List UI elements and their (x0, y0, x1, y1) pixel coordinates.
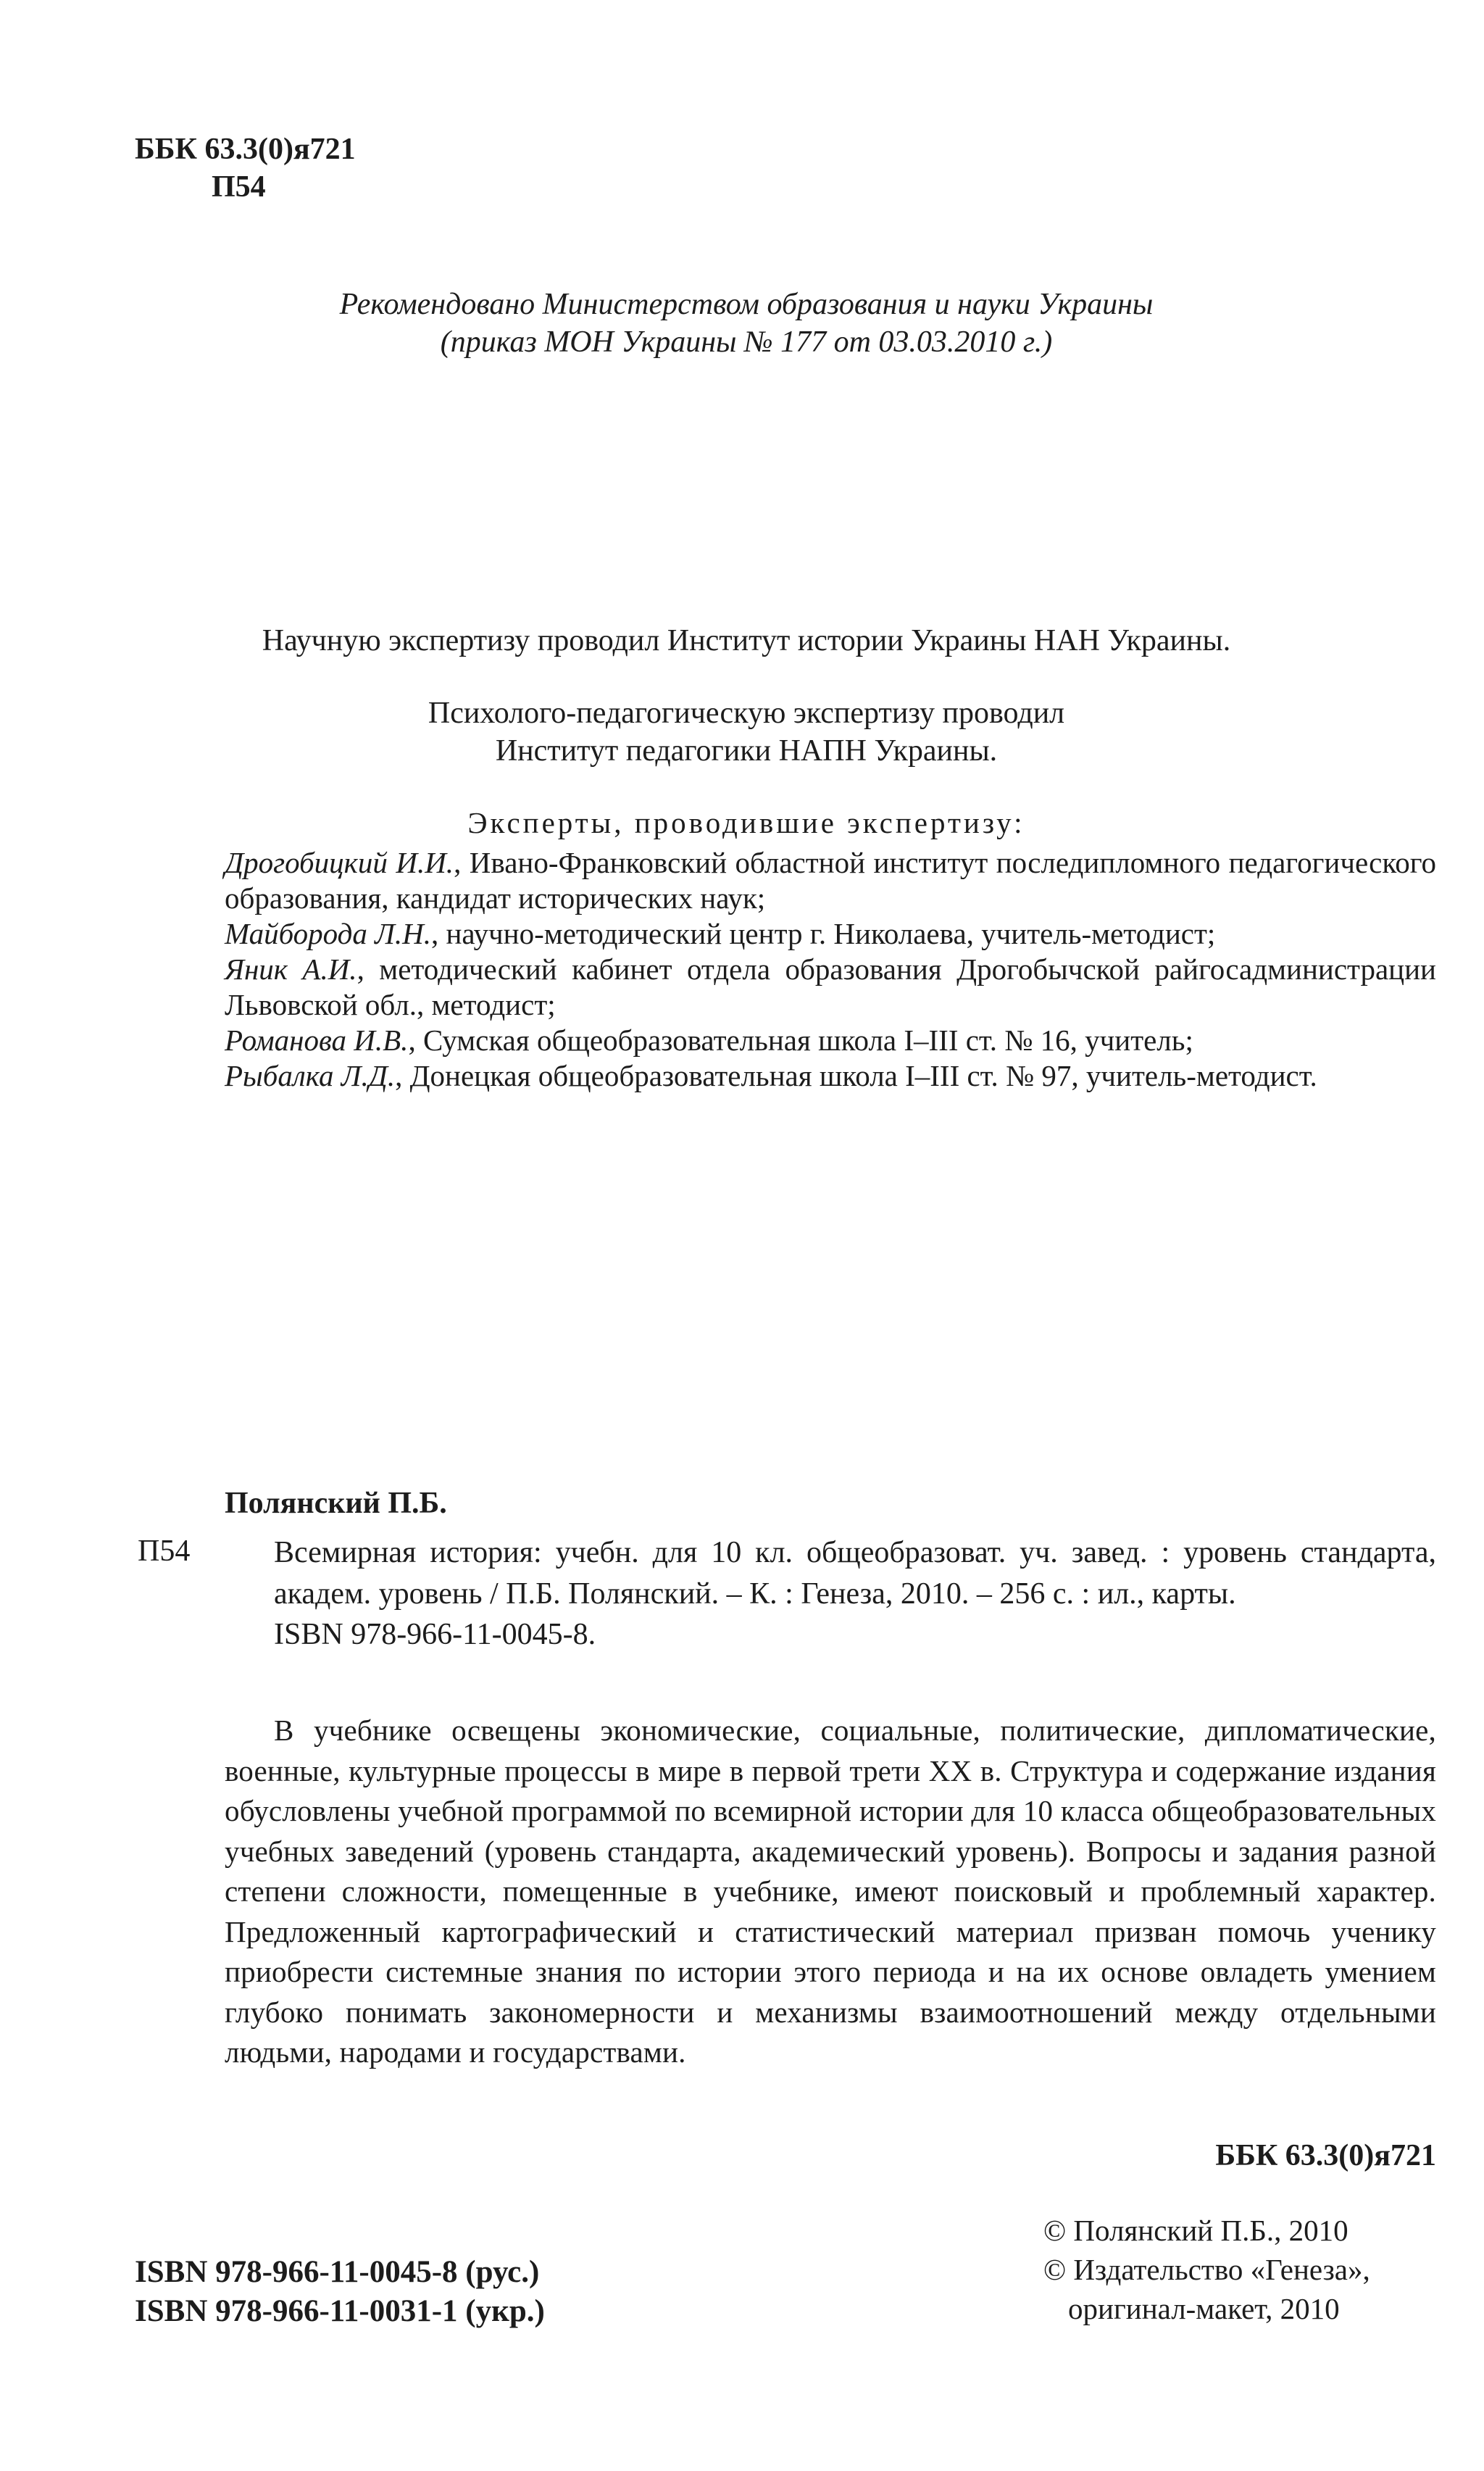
expert-entry (225, 845, 1436, 916)
expert-name: Романова И.В. (225, 1023, 409, 1057)
isbn-russian: ISBN 978-966-11-0045-8 (рус.) (135, 2255, 540, 2289)
expert-entry (225, 952, 1436, 1023)
expert-name: Майборода Л.Н. (225, 917, 431, 950)
isbn-ukrainian: ISBN 978-966-11-0031-1 (укр.) (135, 2294, 545, 2328)
scientific-expertise: Научную экспертизу проводил Институт истории Украины НАН Украины. (262, 624, 1231, 657)
catalog-author: Полянский П.Б. (225, 1487, 447, 1520)
bbk-code-bottom: ББК 63.3(0)я721 (1215, 2139, 1436, 2172)
expert-affiliation: , методический кабинет отдела образования Дрогобычской райгосадминистрации Львовской обл., методист; (225, 952, 1436, 1021)
expert-entry (225, 916, 1436, 952)
experts-list (225, 845, 1436, 1094)
expert-entry (225, 1058, 1436, 1094)
copyright-publisher: © Издательство «Генеза», (1043, 2253, 1370, 2286)
psych-expertise-line: Психолого-педагогическую экспертизу проводил (428, 697, 1065, 730)
psychological-expertise (130, 694, 1362, 770)
recommendation-order: (приказ МОН Украины № 177 от 03.03.2010 г.) (440, 325, 1053, 359)
isbn-block (135, 2253, 545, 2331)
bbk-code: ББК 63.3(0)я721 (135, 133, 356, 166)
psych-expertise-institute: Институт педагогики НАПН Украины. (495, 734, 998, 768)
expert-affiliation: , Ивано-Франковский областной институт последипломного педагогического образования, кандидат исторических наук; (225, 846, 1436, 915)
ministry-recommendation (145, 286, 1348, 361)
expert-name: Дрогобицкий И.И. (225, 846, 454, 879)
catalog-description: Всемирная история: учебн. для 10 кл. общеобразоват. уч. завед. : уровень стандарта, академ. уровень / П.Б. Полянский. – К. : Генеза, 2010. – 256 с. : ил., карты. (274, 1536, 1436, 1611)
catalog-code: П54 (138, 1534, 191, 1568)
copyright-author: © Полянский П.Б., 2010 (1043, 2214, 1348, 2247)
expert-name: Рыбалка Л.Д. (225, 1059, 396, 1092)
catalog-isbn: ISBN 978-966-11-0045-8. (274, 1618, 596, 1651)
expert-affiliation: , Сумская общеобразовательная школа I–III ст. № 16, учитель; (408, 1023, 1193, 1057)
experts-heading: Эксперты, проводившие экспертизу: (467, 806, 1025, 839)
expert-affiliation: , научно-методический центр г. Николаева, учитель-методист; (430, 917, 1216, 950)
expert-entry (225, 1023, 1436, 1058)
copyright-layout: оригинал-макет, 2010 (1068, 2292, 1340, 2325)
expert-name: Яник А.И. (225, 952, 357, 986)
author-code: П54 (212, 170, 266, 204)
book-abstract: В учебнике освещены экономические, социальные, политические, дипломатические, военные, культурные процессы в мире в первой трети XX в. Структура и содержание издания обусловлены учебной программой по всемирной истории для 10 класса общеобразовательных учебных заведений (уровень стандарта, академический уровень). Вопросы и задания разной степени сложности, помещенные в учебнике, имеют поисковый и проблемный характер. Предложенный картографический и статистический материал призван помочь ученику приобрести системные знания по истории этого периода и на их основе овладеть умением глубоко понимать закономерности и механизмы взаимоотношений между отдельными людьми, народами и государствами. (225, 1714, 1436, 2069)
recommendation-line: Рекомендовано Министерством образования и науки Украины (339, 288, 1154, 321)
expert-affiliation: , Донецкая общеобразовательная школа I–III ст. № 97, учитель-методист. (395, 1059, 1317, 1092)
copyright-block (1043, 2211, 1370, 2328)
